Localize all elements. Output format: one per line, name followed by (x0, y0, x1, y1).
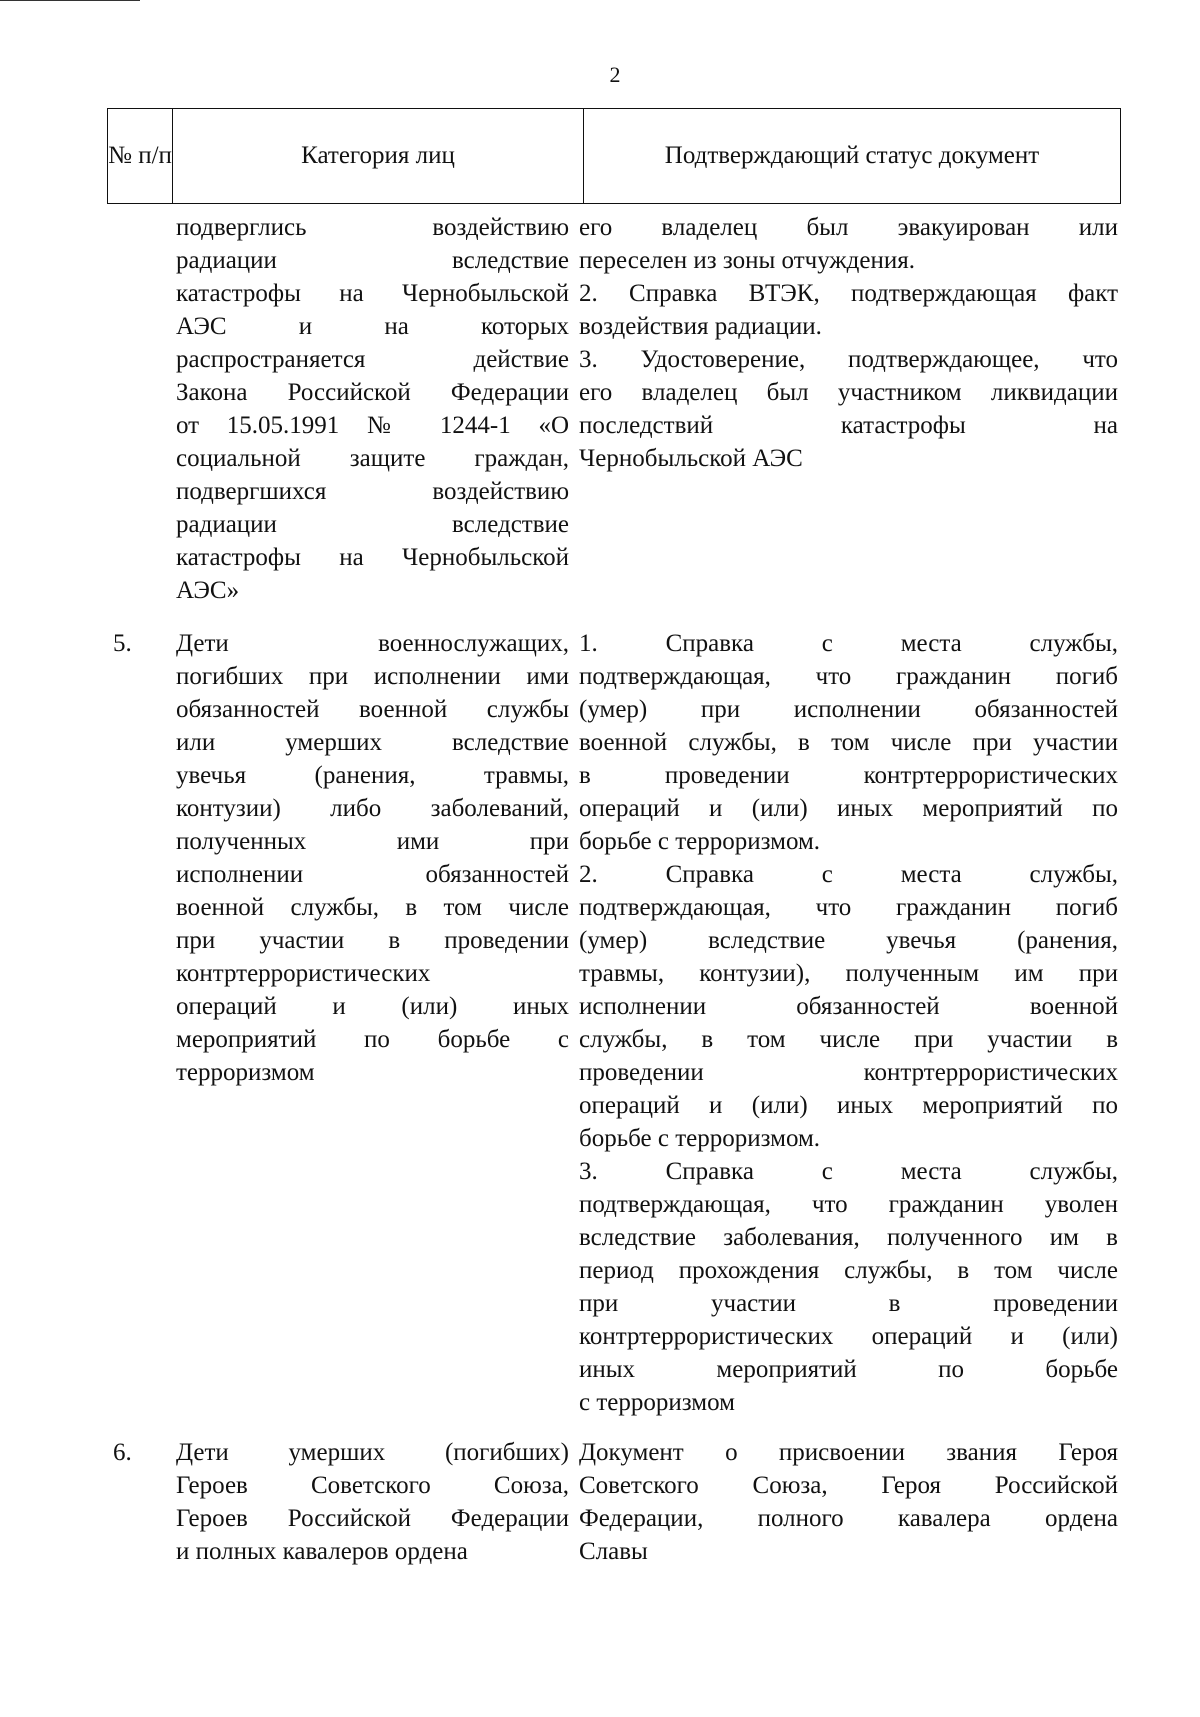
text-line: Документ о присвоении звания Героя (579, 1439, 1118, 1466)
text-line: распространяется действие (176, 346, 569, 373)
header-num: № п/п (108, 109, 173, 203)
row-category (176, 1436, 569, 1568)
text-line: подверглись воздействию (176, 214, 569, 241)
text-line: подтверждающая, что гражданин погиб (579, 894, 1118, 921)
text-line: и полных кавалеров ордена (176, 1538, 468, 1565)
corner-mark (0, 0, 140, 1)
text-line: Славы (579, 1538, 648, 1565)
text-line: подвергшихся воздействию (176, 478, 569, 505)
text-line: катастрофы на Чернобыльской (176, 544, 569, 571)
text-line: последствий катастрофы на (579, 412, 1118, 439)
text-line: подтверждающая, что гражданин погиб (579, 663, 1118, 690)
text-line: (умер) при исполнении обязанностей (579, 696, 1118, 723)
text-line: Чернобыльской АЭС (579, 445, 803, 472)
row-number: 6. (113, 1439, 132, 1466)
text-line: полученных ими при (176, 828, 569, 855)
text-line: 3. Удостоверение, подтверждающее, что (579, 346, 1118, 373)
text-line: социальной защите граждан, (176, 445, 569, 472)
table-header (107, 108, 1121, 204)
text-line: 2. Справка ВТЭК, подтверждающая факт (579, 280, 1118, 307)
text-line: Героев Советского Союза, (176, 1472, 569, 1499)
text-line: период прохождения службы, в том числе (579, 1257, 1118, 1284)
text-line: исполнении обязанностей военной (579, 993, 1118, 1020)
text-line: АЭС» (176, 577, 240, 604)
text-line: подтверждающая, что гражданин уволен (579, 1191, 1118, 1218)
text-line: операций и (или) иных мероприятий по (579, 1092, 1118, 1119)
text-line: Закона Российской Федерации (176, 379, 569, 406)
text-line: военной службы, в том числе при участии (579, 729, 1118, 756)
text-line: контртеррористических (176, 960, 431, 987)
text-line: проведении контртеррористических (579, 1059, 1118, 1086)
row-document (579, 211, 1118, 475)
text-line: контузии) либо заболеваний, (176, 795, 569, 822)
text-line: борьбе с терроризмом. (579, 828, 821, 855)
header-document: Подтверждающий статус документ (664, 142, 1040, 169)
row-number: 5. (113, 630, 132, 657)
text-line: погибших при исполнении ими (176, 663, 569, 690)
text-line: с терроризмом (579, 1389, 735, 1416)
text-line: его владелец был эвакуирован или (579, 214, 1118, 241)
row-document (579, 627, 1118, 1419)
text-line: исполнении обязанностей (176, 861, 569, 888)
text-line: военной службы, в том числе (176, 894, 569, 921)
text-line: радиации вследствие (176, 247, 569, 274)
text-line: Федерации, полного кавалера ордена (579, 1505, 1118, 1532)
text-line: операций и (или) иных (176, 993, 569, 1020)
text-line: радиации вследствие (176, 511, 569, 538)
text-line: иных мероприятий по борьбе (579, 1356, 1118, 1383)
text-line: травмы, контузии), полученным им при (579, 960, 1118, 987)
text-line: контртеррористических операций и (или) (579, 1323, 1118, 1350)
text-line: АЭС и на которых (176, 313, 569, 340)
text-line: 1. Справка с места службы, (579, 630, 1118, 657)
text-line: увечья (ранения, травмы, (176, 762, 569, 789)
text-line: воздействия радиации. (579, 313, 822, 340)
row-category (176, 211, 569, 607)
text-line: обязанностей военной службы (176, 696, 569, 723)
text-line: мероприятий по борьбе с (176, 1026, 569, 1053)
text-line: или умерших вследствие (176, 729, 569, 756)
text-line: борьбе с терроризмом. (579, 1125, 821, 1152)
page-number: 2 (609, 62, 621, 87)
text-line: Героев Российской Федерации (176, 1505, 569, 1532)
text-line: вследствие заболевания, полученного им в (579, 1224, 1118, 1251)
text-line: операций и (или) иных мероприятий по (579, 795, 1118, 822)
text-line: в проведении контртеррористических (579, 762, 1118, 789)
text-line: терроризмом (176, 1059, 315, 1086)
text-line: 2. Справка с места службы, (579, 861, 1118, 888)
text-line: Дети умерших (погибших) (176, 1439, 569, 1466)
text-line: при участии в проведении (579, 1290, 1118, 1317)
text-line: катастрофы на Чернобыльской (176, 280, 569, 307)
text-line: 3. Справка с места службы, (579, 1158, 1118, 1185)
header-category: Категория лиц (173, 109, 584, 203)
text-line: службы, в том числе при участии в (579, 1026, 1118, 1053)
text-line: при участии в проведении (176, 927, 569, 954)
text-line: Советского Союза, Героя Российской (579, 1472, 1118, 1499)
text-line: (умер) вследствие увечья (ранения, (579, 927, 1118, 954)
text-line: его владелец был участником ликвидации (579, 379, 1118, 406)
row-document (579, 1436, 1118, 1568)
text-line: Дети военнослужащих, (176, 630, 569, 657)
text-line: переселен из зоны отчуждения. (579, 247, 915, 274)
text-line: от 15.05.1991 № 1244-1 «О (176, 412, 569, 439)
row-category (176, 627, 569, 1089)
